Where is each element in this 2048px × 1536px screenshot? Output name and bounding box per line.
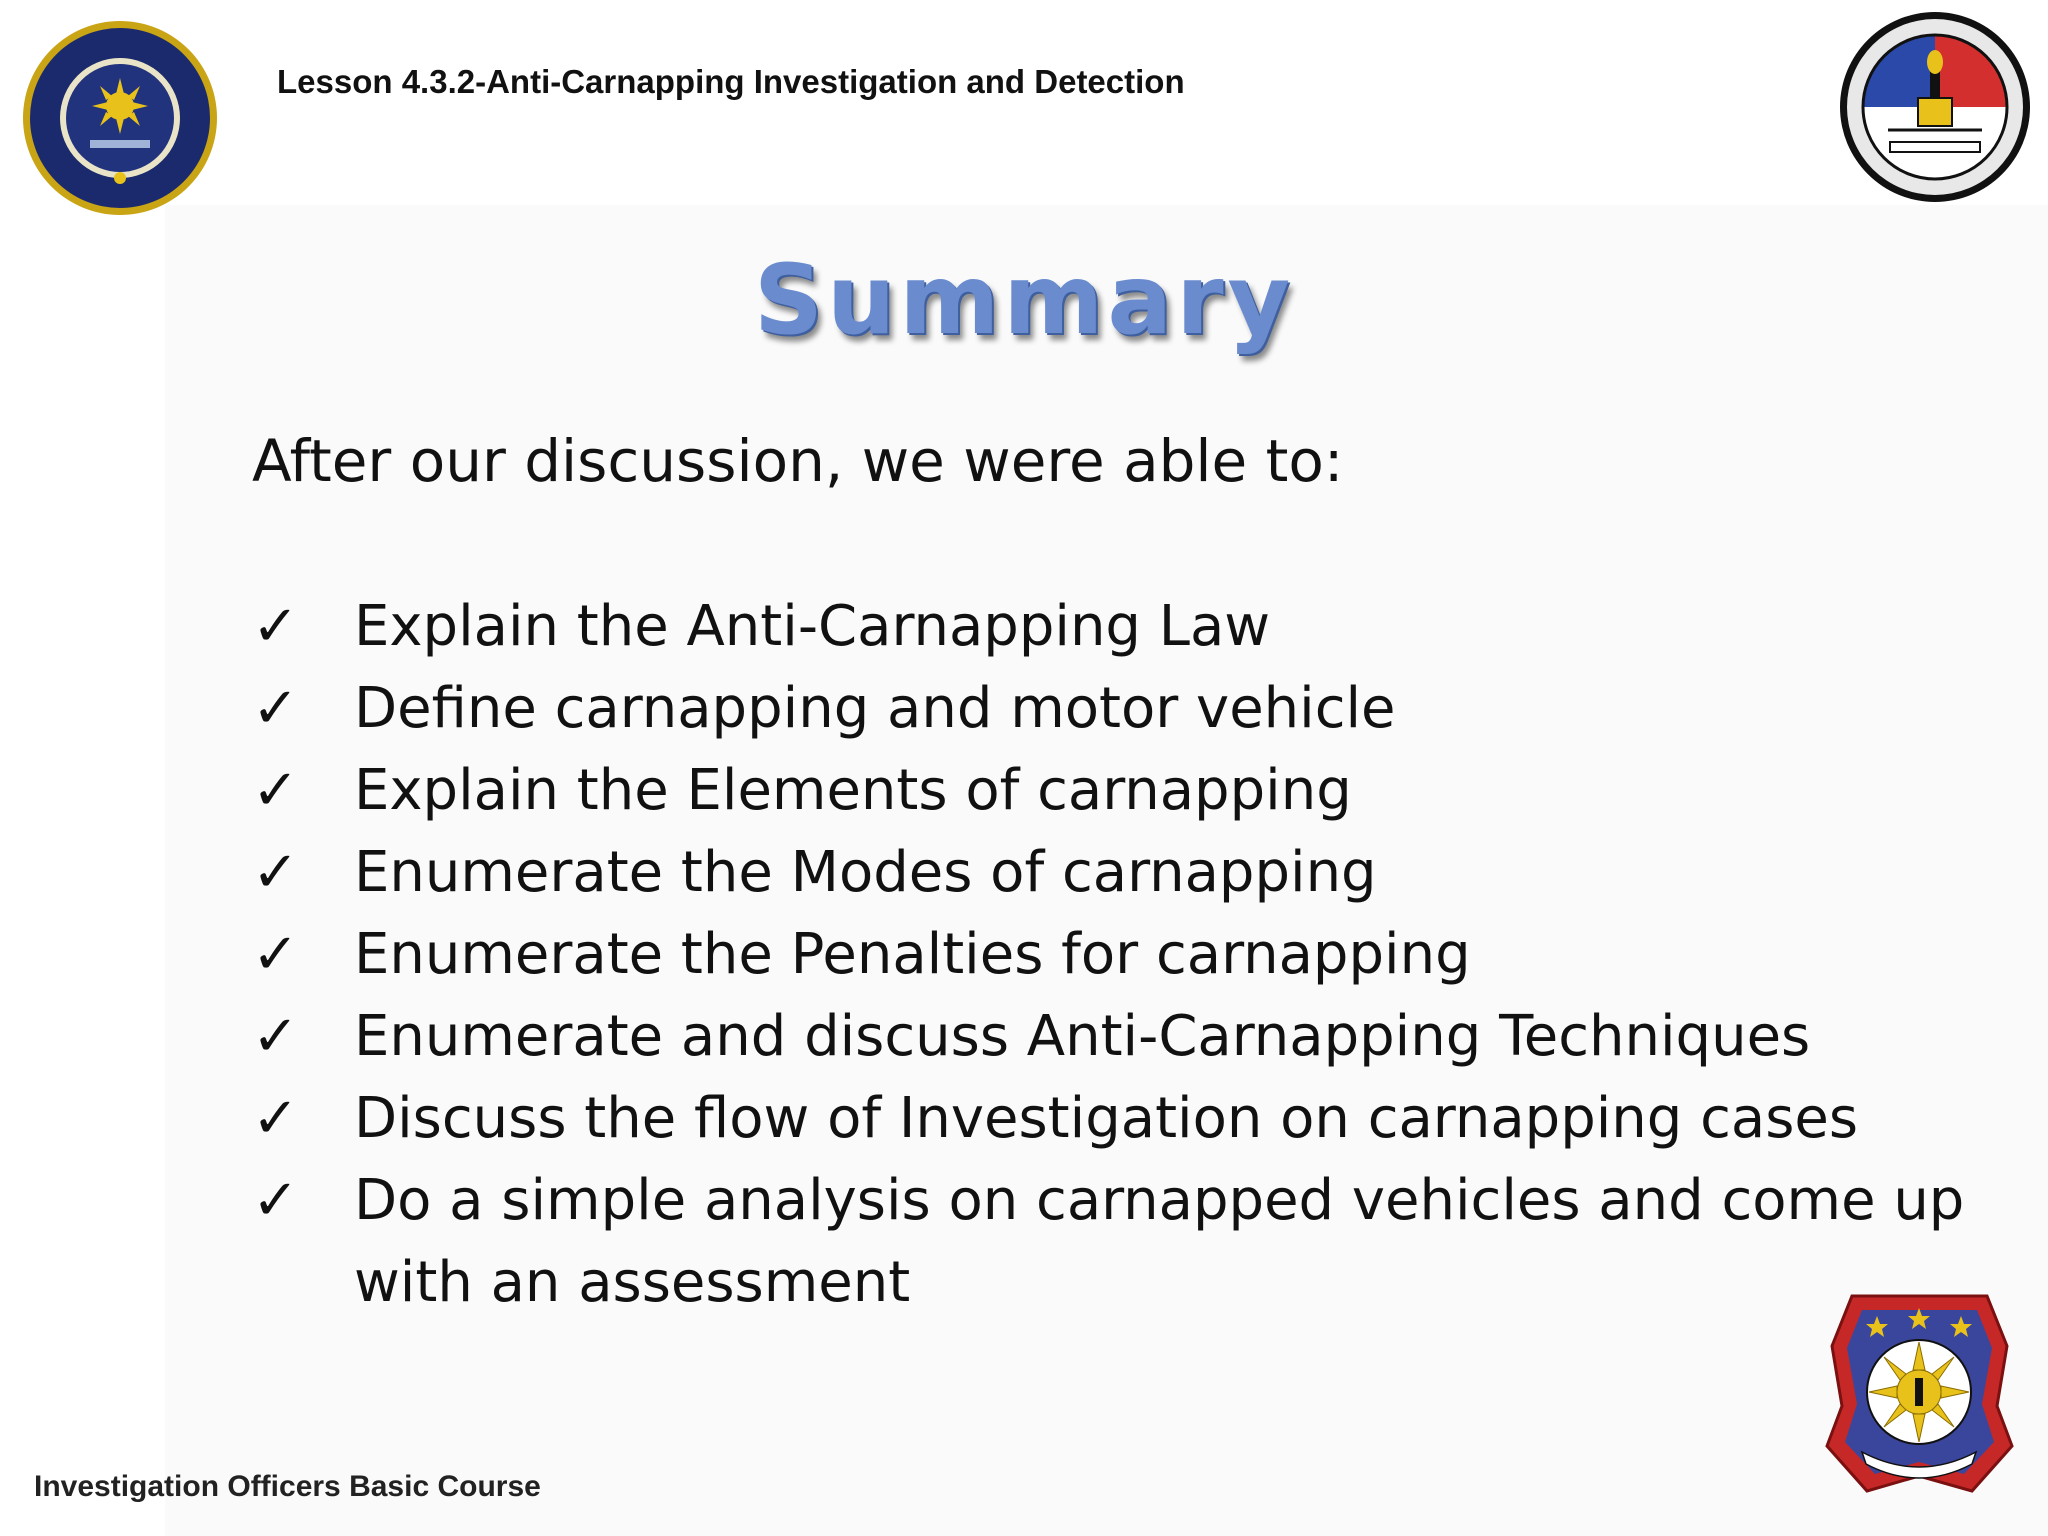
didm-seal-logo <box>20 18 220 218</box>
objective-text: Discuss the flow of Investigation on carnapping cases <box>354 1086 1859 1151</box>
objective-text: Explain the Elements of carnapping <box>354 758 1352 823</box>
checkmark-icon: ✓ <box>252 1086 299 1151</box>
pnp-badge-logo <box>1822 1286 2017 1502</box>
checkmark-icon: ✓ <box>252 922 299 987</box>
intro-text: After our discussion, we were able to: <box>252 427 1344 495</box>
objectives-list <box>252 586 1992 1324</box>
objective-text: Define carnapping and motor vehicle <box>354 676 1396 741</box>
objective-text: Enumerate and discuss Anti-Carnapping Techniques <box>354 1004 1811 1069</box>
slide-title: Summary <box>753 244 1295 356</box>
objective-text: Enumerate the Modes of carnapping <box>354 840 1377 905</box>
objective-text: Explain the Anti-Carnapping Law <box>354 594 1271 659</box>
objective-item <box>252 750 1992 832</box>
objective-item <box>252 1160 1992 1324</box>
objective-item <box>252 668 1992 750</box>
checkmark-icon: ✓ <box>252 758 299 823</box>
checkmark-icon: ✓ <box>252 840 299 905</box>
police-school-seal-logo <box>1838 10 2033 205</box>
objective-item <box>252 586 1992 668</box>
objective-item <box>252 832 1992 914</box>
checkmark-icon: ✓ <box>252 1004 299 1069</box>
checkmark-icon: ✓ <box>252 676 299 741</box>
objective-item <box>252 914 1992 996</box>
objective-item <box>252 996 1992 1078</box>
course-footer: Investigation Officers Basic Course <box>34 1470 541 1503</box>
checkmark-icon: ✓ <box>252 594 299 659</box>
objective-text: Do a simple analysis on carnapped vehicles and come up with an assessment <box>354 1168 1965 1315</box>
lesson-title: Lesson 4.3.2-Anti-Carnapping Investigation and Detection <box>277 63 1185 100</box>
objective-item <box>252 1078 1992 1160</box>
checkmark-icon: ✓ <box>252 1168 299 1233</box>
objective-text: Enumerate the Penalties for carnapping <box>354 922 1471 987</box>
